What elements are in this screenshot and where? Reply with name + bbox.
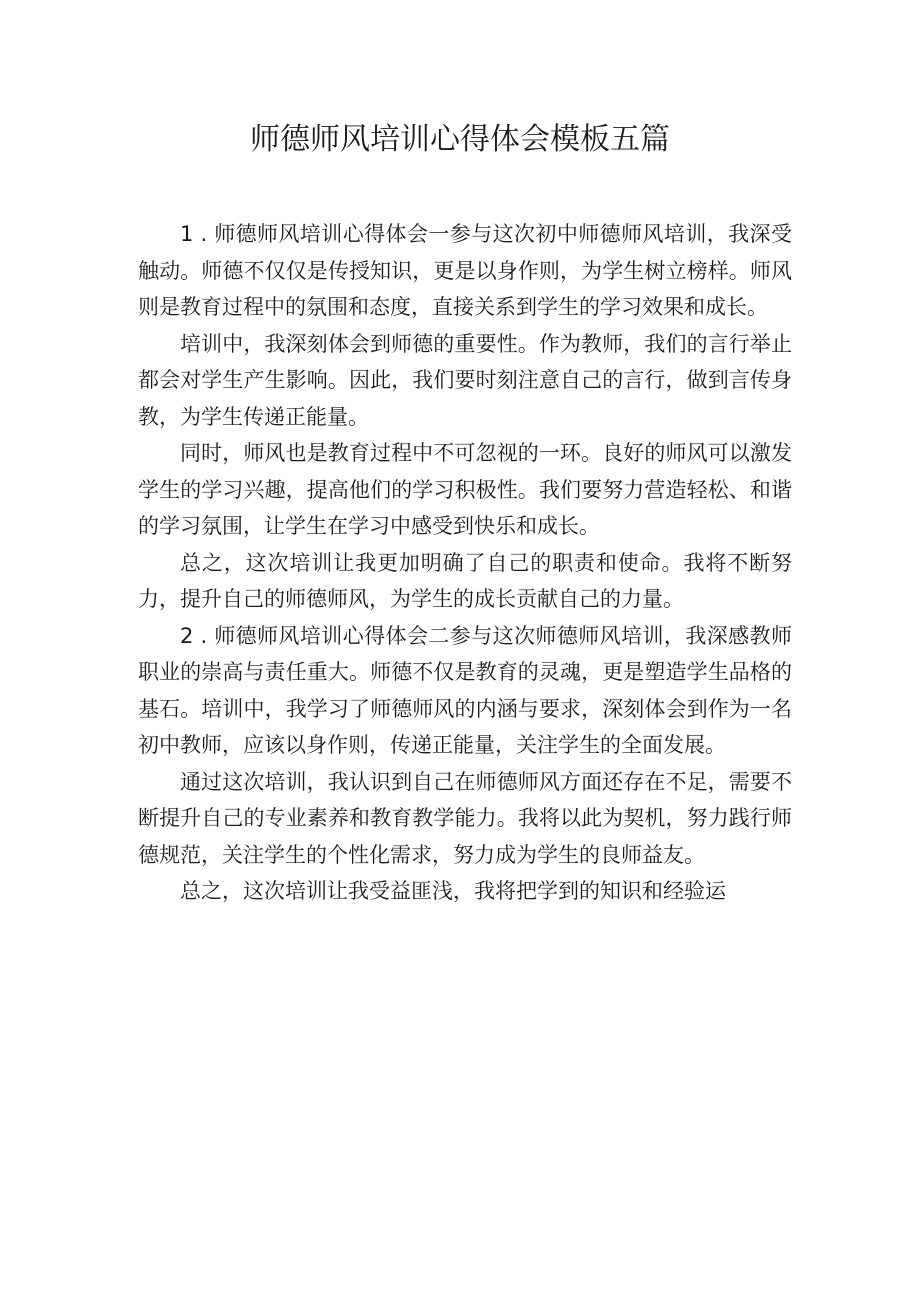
paragraph-5: 2 . 师德师风培训心得体会二参与这次师德师风培训，我深感教师职业的崇高与责任重大。师德不仅是教育的灵魂，更是塑造学生品格的基石。培训中，我学习了师德师风的内涵与要求，深刻体会到作为一名初中教师，应该以身作则，传递正能量，关注学生的全面发展。 (138, 623, 792, 757)
document-title: 师德师风培训心得体会模板五篇 (250, 122, 670, 157)
paragraph-7: 总之，这次培训让我受益匪浅，我将把学到的知识和经验运 (180, 879, 726, 903)
document-body (138, 216, 792, 910)
paragraph-1: 1 . 师德师风培训心得体会一参与这次初中师德师风培训，我深受触动。师德不仅仅是传授知识，更是以身作则，为学生树立榜样。师风则是教育过程中的氛围和态度，直接关系到学生的学习效果和成长。 (138, 222, 792, 319)
paragraph-3: 同时，师风也是教育过程中不可忽视的一环。良好的师风可以激发学生的学习兴趣，提高他们的学习积极性。我们要努力营造轻松、和谐的学习氛围，让学生在学习中感受到快乐和成长。 (138, 441, 792, 538)
paragraph-6: 通过这次培训，我认识到自己在师德师风方面还存在不足，需要不断提升自己的专业素养和教育教学能力。我将以此为契机，努力践行师德规范，关注学生的个性化需求，努力成为学生的良师益友。 (138, 769, 792, 867)
paragraph-2: 培训中，我深刻体会到师德的重要性。作为教师，我们的言行举止都会对学生产生影响。因此，我们要时刻注意自己的言行，做到言传身教，为学生传递正能量。 (138, 331, 792, 429)
paragraph-4: 总之，这次培训让我更加明确了自己的职责和使命。我将不断努力，提升自己的师德师风，为学生的成长贡献自己的力量。 (138, 550, 792, 611)
